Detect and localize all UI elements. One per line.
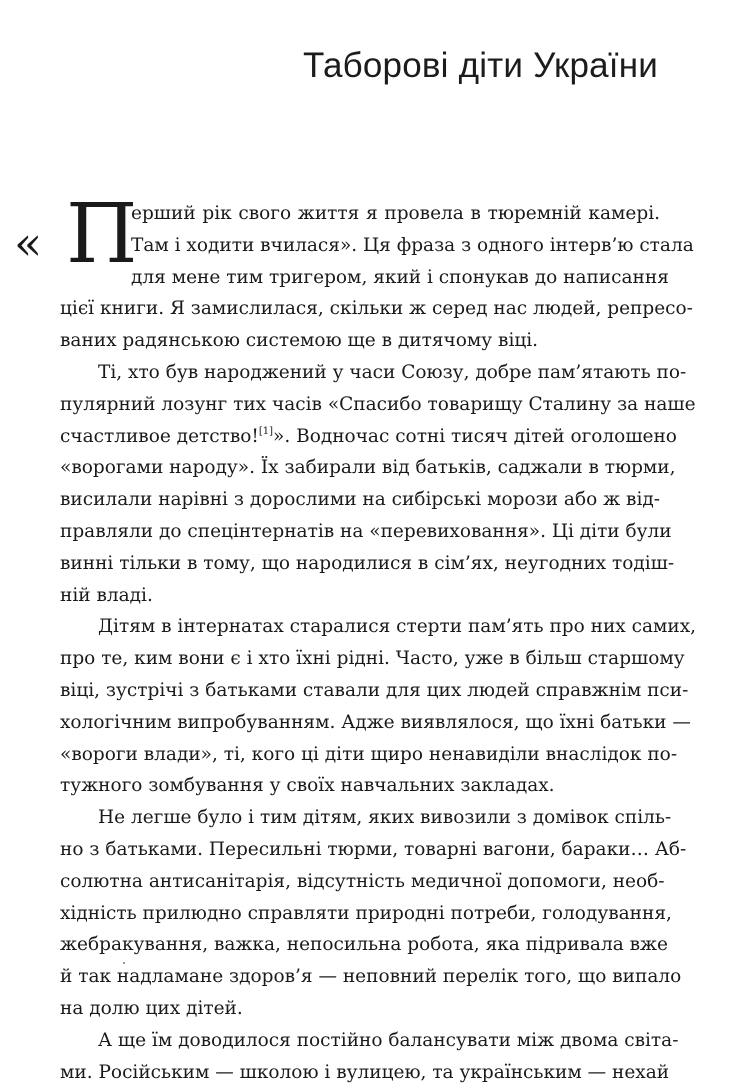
text-line: ерший рік свого життя я провела в тюремній камері.	[131, 203, 660, 224]
paragraph-4	[60, 802, 687, 1025]
text-line: но з батьками. Пересильні тюрми, товарні вагони, бараки… Аб-	[60, 838, 687, 860]
text-line: для мене тим тригером, який і спонукав до написання	[131, 266, 669, 288]
text-line: тужного зомбування у своїх навчальних закладах.	[60, 775, 555, 797]
chapter-body	[60, 198, 697, 1088]
drop-cap-letter: П	[66, 187, 138, 282]
text-line: ваних радянською системою ще в дитячому віці.	[60, 330, 539, 352]
text-line-with-footnote	[60, 421, 677, 453]
text-line: Не легше було і тим дітям, яких вивозили з домівок спіль-	[98, 807, 672, 829]
text-line: віці, зустрічі з батьками ставали для цих людей справжнім пси-	[60, 679, 689, 701]
text-line: «ворогами народу». Їх забирали від батьків, саджали в тюрми,	[60, 457, 676, 479]
text-line: солютна антисанітарія, відсутність медичної допомоги, необ-	[60, 870, 665, 892]
text-line: пулярний лозунг тих часів «Спасибо товарищу Сталину за наше	[60, 393, 696, 415]
paragraph-2	[60, 357, 696, 611]
footnote-reference[interactable]: [1]	[258, 425, 274, 437]
text-line: А ще їм доводилося постійно балансувати між двома світа-	[98, 1029, 679, 1051]
paragraph-3	[60, 611, 697, 802]
text-segment: ». Водночас сотні тисяч дітей оголошено	[273, 425, 677, 447]
text-line: хологічним випробуванням. Адже виявлялося, що їхні батьки —	[60, 711, 691, 733]
paragraph-opening	[60, 198, 694, 357]
text-line: цієї книги. Я замислилася, скільки ж серед нас людей, репресо-	[60, 298, 693, 320]
text-line: Ті, хто був народжений у часи Союзу, добре пам’ятають по-	[98, 361, 687, 383]
text-line: ній владі.	[60, 584, 153, 606]
text-line: висилали нарівні з дорослими на сибірські морози або ж від-	[60, 489, 660, 511]
text-line: ми. Російським — школою і вулицею, та українським — нехай	[60, 1061, 670, 1083]
text-line: на долю цих дітей.	[60, 997, 243, 1019]
paragraph-5	[60, 1025, 679, 1088]
text-line: хідність прилюдно справляти природні потреби, голодування,	[60, 902, 672, 924]
chapter-title: Таборові діти України	[302, 46, 658, 85]
text-segment: счастливое детство!	[60, 425, 259, 447]
text-line: винні тільки в тому, що народилися в сім’ях, неугодних тодіш-	[60, 552, 675, 574]
text-line: жебракування, важка, непосильна робота, яка підривала вже	[60, 934, 669, 956]
page-speck	[123, 962, 125, 964]
text-line: Дітям в інтернатах старалися стерти пам’ять про них самих,	[98, 616, 697, 638]
text-line: про те, ким вони є і хто їхні рідні. Часто, уже в більш старшому	[60, 648, 685, 670]
text-line: Там і ходити вчилася». Ця фраза з одного інтерв’ю стала	[131, 234, 694, 256]
text-line: «вороги влади», ті, кого ці діти щиро ненавиділи внаслідок по-	[60, 743, 678, 765]
opening-quote-mark: «	[14, 216, 43, 270]
text-line: й так надламане здоров’я — неповний перелік того, що випало	[60, 966, 682, 988]
text-line: правляли до спецінтернатів на «перевиховання». Ці діти були	[60, 520, 672, 542]
